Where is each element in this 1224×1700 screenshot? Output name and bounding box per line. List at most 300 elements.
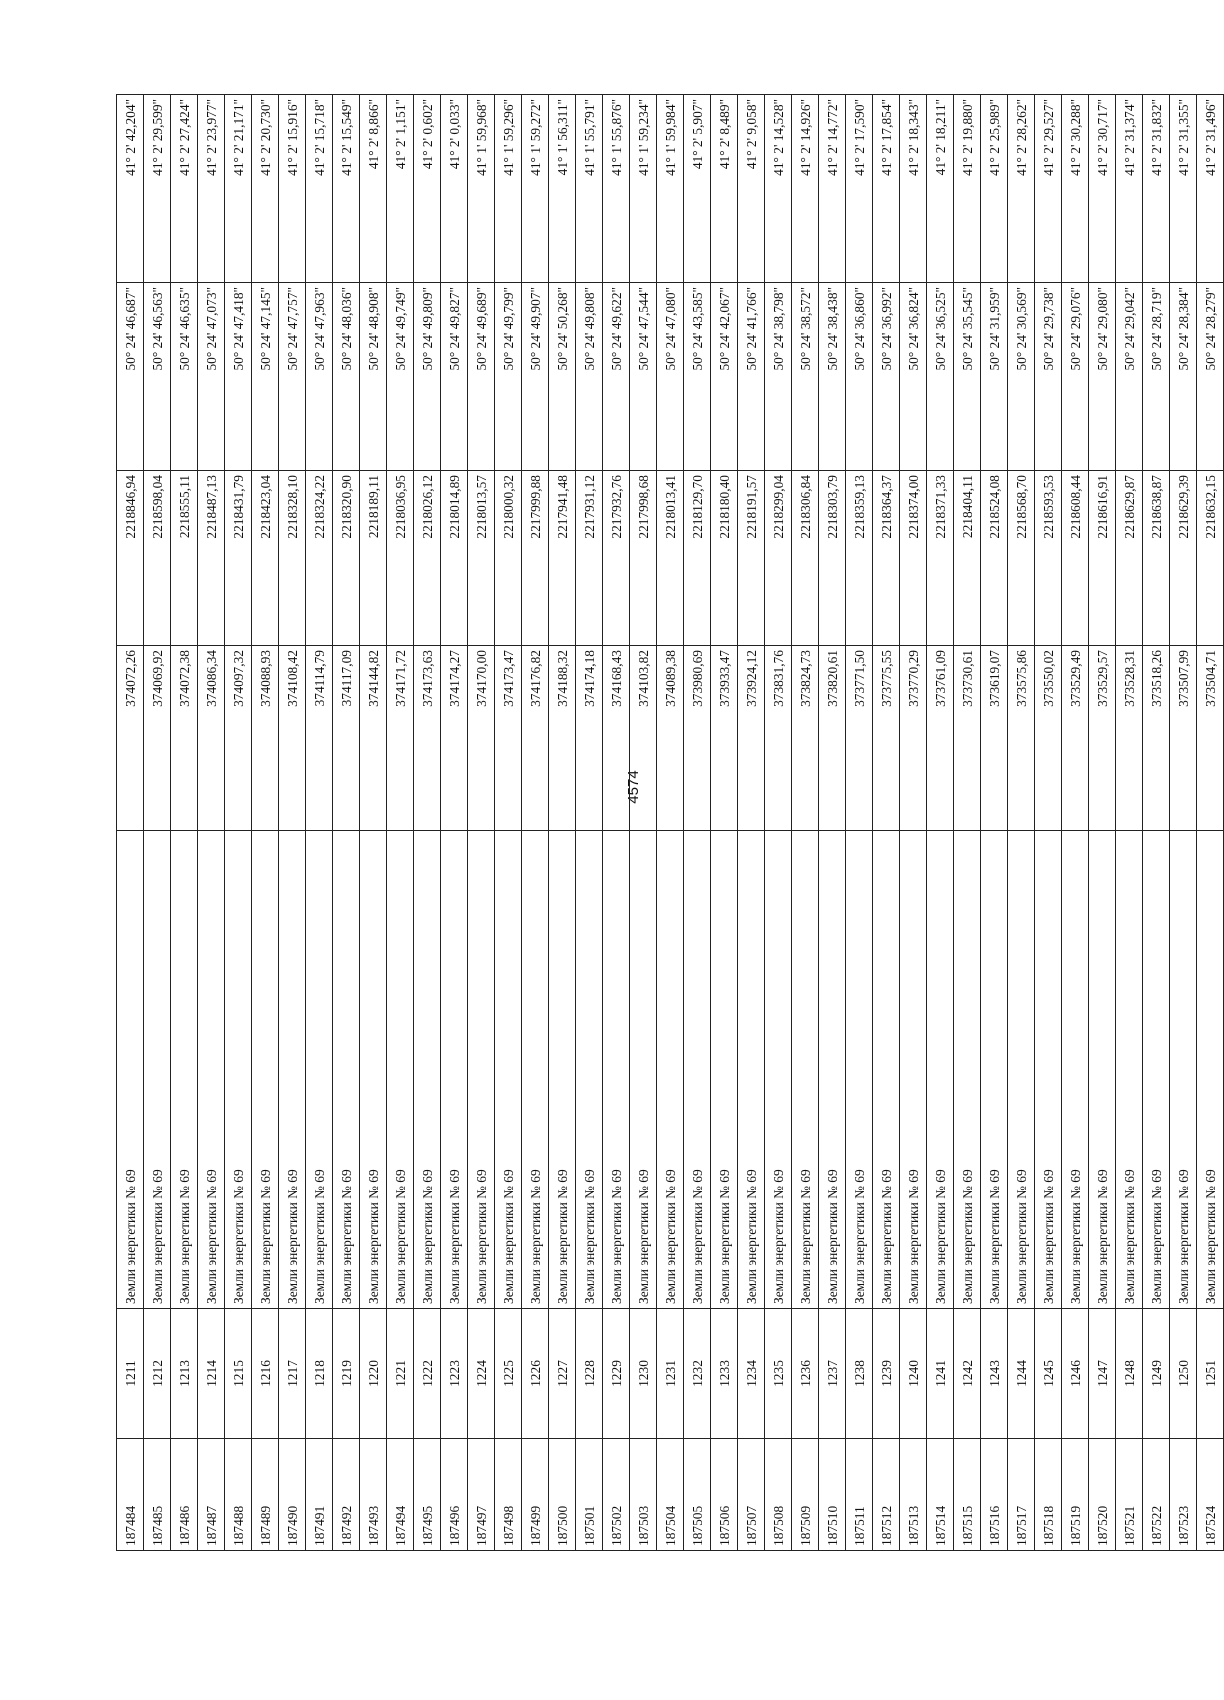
land-category-cell: Земли энергетики № 69 <box>927 831 954 1309</box>
point-number-cell: 1247 <box>1089 1309 1116 1439</box>
point-number-cell: 1249 <box>1143 1309 1170 1439</box>
point-number-cell: 1228 <box>576 1309 603 1439</box>
longitude-cell: 41° 2' 25,989" <box>981 95 1008 283</box>
coordinate-y-cell: 2218555,11 <box>171 471 198 646</box>
latitude-cell: 50° 24' 49,622" <box>603 283 630 471</box>
coordinate-y-cell: 2218404,11 <box>954 471 981 646</box>
point-id-cell: 187492 <box>333 1439 360 1551</box>
coordinate-x-cell: 374069,92 <box>144 646 171 831</box>
coordinate-y-cell: 2218431,79 <box>225 471 252 646</box>
coordinate-y-cell: 2217941,48 <box>549 471 576 646</box>
land-category-cell: Земли энергетики № 69 <box>279 831 306 1309</box>
longitude-cell: 41° 1' 59,234" <box>630 95 657 283</box>
latitude-cell: 50° 24' 28,384" <box>1170 283 1197 471</box>
longitude-cell: 41° 2' 17,590" <box>846 95 873 283</box>
land-category-cell: Земли энергетики № 69 <box>171 831 198 1309</box>
coordinate-x-cell: 373550,02 <box>1035 646 1062 831</box>
point-number-cell: 1230 <box>630 1309 657 1439</box>
coordinate-x-cell: 374173,47 <box>495 646 522 831</box>
land-category-cell: Земли энергетики № 69 <box>765 831 792 1309</box>
registry-table-rotated <box>116 95 1218 1551</box>
land-category-cell: Земли энергетики № 69 <box>873 831 900 1309</box>
coordinate-x-cell: 374108,42 <box>279 646 306 831</box>
longitude-cell: 41° 2' 0,033" <box>441 95 468 283</box>
latitude-cell: 50° 24' 49,809" <box>414 283 441 471</box>
latitude-cell: 50° 24' 47,418" <box>225 283 252 471</box>
latitude-cell: 50° 24' 47,963" <box>306 283 333 471</box>
table-row <box>684 95 711 1551</box>
point-id-cell: 187520 <box>1089 1439 1116 1551</box>
table-row <box>279 95 306 1551</box>
point-id-cell: 187488 <box>225 1439 252 1551</box>
coordinate-y-cell: 2218328,10 <box>279 471 306 646</box>
coordinate-x-cell: 374117,09 <box>333 646 360 831</box>
coordinate-x-cell: 373824,73 <box>792 646 819 831</box>
point-number-cell: 1217 <box>279 1309 306 1439</box>
registry-table-body <box>117 95 1224 1551</box>
table-row <box>144 95 171 1551</box>
coordinate-x-cell: 373730,61 <box>954 646 981 831</box>
point-id-cell: 187502 <box>603 1439 630 1551</box>
point-number-cell: 1233 <box>711 1309 738 1439</box>
land-category-cell: Земли энергетики № 69 <box>792 831 819 1309</box>
land-category-cell: Земли энергетики № 69 <box>711 831 738 1309</box>
longitude-cell: 41° 2' 31,496" <box>1197 95 1224 283</box>
coordinate-x-cell: 374089,38 <box>657 646 684 831</box>
longitude-cell: 41° 2' 9,058" <box>738 95 765 283</box>
point-number-cell: 1244 <box>1008 1309 1035 1439</box>
coordinate-x-cell: 373831,76 <box>765 646 792 831</box>
longitude-cell: 41° 2' 14,772" <box>819 95 846 283</box>
coordinate-x-cell: 374088,93 <box>252 646 279 831</box>
point-number-cell: 1234 <box>738 1309 765 1439</box>
table-row <box>576 95 603 1551</box>
latitude-cell: 50° 24' 38,572" <box>792 283 819 471</box>
coordinate-y-cell: 2218189,11 <box>360 471 387 646</box>
land-category-cell: Земли энергетики № 69 <box>630 831 657 1309</box>
land-category-cell: Земли энергетики № 69 <box>414 831 441 1309</box>
latitude-cell: 50° 24' 46,563" <box>144 283 171 471</box>
coordinate-y-cell: 2218593,53 <box>1035 471 1062 646</box>
table-row <box>1197 95 1224 1551</box>
latitude-cell: 50° 24' 47,757" <box>279 283 306 471</box>
point-id-cell: 187491 <box>306 1439 333 1551</box>
coordinate-x-cell: 374171,72 <box>387 646 414 831</box>
coordinate-y-cell: 2218303,79 <box>819 471 846 646</box>
table-row <box>765 95 792 1551</box>
latitude-cell: 50° 24' 41,766" <box>738 283 765 471</box>
table-row <box>360 95 387 1551</box>
point-number-cell: 1239 <box>873 1309 900 1439</box>
coordinate-x-cell: 374114,79 <box>306 646 333 831</box>
table-row <box>630 95 657 1551</box>
land-category-cell: Земли энергетики № 69 <box>1170 831 1197 1309</box>
latitude-cell: 50° 24' 29,080" <box>1089 283 1116 471</box>
coordinate-y-cell: 2218324,22 <box>306 471 333 646</box>
latitude-cell: 50° 24' 47,080" <box>657 283 684 471</box>
point-number-cell: 1215 <box>225 1309 252 1439</box>
point-number-cell: 1226 <box>522 1309 549 1439</box>
point-number-cell: 1211 <box>117 1309 144 1439</box>
point-id-cell: 187523 <box>1170 1439 1197 1551</box>
point-id-cell: 187510 <box>819 1439 846 1551</box>
coordinate-x-cell: 373775,55 <box>873 646 900 831</box>
coordinate-x-cell: 374176,82 <box>522 646 549 831</box>
coordinate-x-cell: 374170,00 <box>468 646 495 831</box>
longitude-cell: 41° 1' 59,968" <box>468 95 495 283</box>
coordinate-x-cell: 374072,26 <box>117 646 144 831</box>
table-row <box>1116 95 1143 1551</box>
coordinate-y-cell: 2218180,40 <box>711 471 738 646</box>
point-number-cell: 1225 <box>495 1309 522 1439</box>
table-row <box>1089 95 1116 1551</box>
longitude-cell: 41° 2' 42,204" <box>117 95 144 283</box>
coordinate-x-cell: 373770,29 <box>900 646 927 831</box>
table-row <box>657 95 684 1551</box>
coordinate-y-cell: 2218364,37 <box>873 471 900 646</box>
latitude-cell: 50° 24' 49,907" <box>522 283 549 471</box>
point-id-cell: 187496 <box>441 1439 468 1551</box>
latitude-cell: 50° 24' 36,860" <box>846 283 873 471</box>
table-row <box>900 95 927 1551</box>
point-id-cell: 187515 <box>954 1439 981 1551</box>
latitude-cell: 50° 24' 31,959" <box>981 283 1008 471</box>
longitude-cell: 41° 1' 59,984" <box>657 95 684 283</box>
point-number-cell: 1220 <box>360 1309 387 1439</box>
point-number-cell: 1251 <box>1197 1309 1224 1439</box>
longitude-cell: 41° 2' 14,528" <box>765 95 792 283</box>
land-category-cell: Земли энергетики № 69 <box>306 831 333 1309</box>
point-number-cell: 1235 <box>765 1309 792 1439</box>
coordinate-x-cell: 374173,63 <box>414 646 441 831</box>
point-id-cell: 187490 <box>279 1439 306 1551</box>
land-category-cell: Земли энергетики № 69 <box>657 831 684 1309</box>
registry-table <box>116 94 1224 1551</box>
table-row <box>846 95 873 1551</box>
coordinate-x-cell: 373761,09 <box>927 646 954 831</box>
point-id-cell: 187507 <box>738 1439 765 1551</box>
latitude-cell: 50° 24' 49,827" <box>441 283 468 471</box>
coordinate-y-cell: 2217999,88 <box>522 471 549 646</box>
land-category-cell: Земли энергетики № 69 <box>954 831 981 1309</box>
table-row <box>522 95 549 1551</box>
land-category-cell: Земли энергетики № 69 <box>387 831 414 1309</box>
coordinate-y-cell: 2217998,68 <box>630 471 657 646</box>
point-number-cell: 1242 <box>954 1309 981 1439</box>
latitude-cell: 50° 24' 36,824" <box>900 283 927 471</box>
latitude-cell: 50° 24' 29,042" <box>1116 283 1143 471</box>
land-category-cell: Земли энергетики № 69 <box>495 831 522 1309</box>
longitude-cell: 41° 2' 14,926" <box>792 95 819 283</box>
table-row <box>549 95 576 1551</box>
land-category-cell: Земли энергетики № 69 <box>603 831 630 1309</box>
latitude-cell: 50° 24' 47,073" <box>198 283 225 471</box>
coordinate-y-cell: 2217931,12 <box>576 471 603 646</box>
point-number-cell: 1219 <box>333 1309 360 1439</box>
table-row <box>1143 95 1170 1551</box>
point-id-cell: 187522 <box>1143 1439 1170 1551</box>
coordinate-x-cell: 373518,26 <box>1143 646 1170 831</box>
coordinate-y-cell: 2218374,00 <box>900 471 927 646</box>
land-category-cell: Земли энергетики № 69 <box>225 831 252 1309</box>
table-row <box>306 95 333 1551</box>
table-row <box>792 95 819 1551</box>
longitude-cell: 41° 2' 28,262" <box>1008 95 1035 283</box>
latitude-cell: 50° 24' 49,808" <box>576 283 603 471</box>
coordinate-x-cell: 374144,82 <box>360 646 387 831</box>
land-category-cell: Земли энергетики № 69 <box>1143 831 1170 1309</box>
point-id-cell: 187514 <box>927 1439 954 1551</box>
point-number-cell: 1214 <box>198 1309 225 1439</box>
point-id-cell: 187524 <box>1197 1439 1224 1551</box>
land-category-cell: Земли энергетики № 69 <box>1089 831 1116 1309</box>
table-row <box>252 95 279 1551</box>
land-category-cell: Земли энергетики № 69 <box>1062 831 1089 1309</box>
point-number-cell: 1212 <box>144 1309 171 1439</box>
coordinate-x-cell: 373575,86 <box>1008 646 1035 831</box>
coordinate-y-cell: 2218000,32 <box>495 471 522 646</box>
table-row <box>1035 95 1062 1551</box>
longitude-cell: 41° 2' 23,977" <box>198 95 225 283</box>
land-category-cell: Земли энергетики № 69 <box>522 831 549 1309</box>
point-id-cell: 187486 <box>171 1439 198 1551</box>
point-number-cell: 1248 <box>1116 1309 1143 1439</box>
point-id-cell: 187516 <box>981 1439 1008 1551</box>
table-row <box>927 95 954 1551</box>
longitude-cell: 41° 2' 30,717" <box>1089 95 1116 283</box>
point-id-cell: 187493 <box>360 1439 387 1551</box>
land-category-cell: Земли энергетики № 69 <box>117 831 144 1309</box>
coordinate-x-cell: 374188,32 <box>549 646 576 831</box>
point-id-cell: 187504 <box>657 1439 684 1551</box>
longitude-cell: 41° 1' 59,272" <box>522 95 549 283</box>
point-id-cell: 187503 <box>630 1439 657 1551</box>
point-number-cell: 1232 <box>684 1309 711 1439</box>
latitude-cell: 50° 24' 49,689" <box>468 283 495 471</box>
latitude-cell: 50° 24' 48,036" <box>333 283 360 471</box>
point-number-cell: 1245 <box>1035 1309 1062 1439</box>
coordinate-y-cell: 2218629,87 <box>1116 471 1143 646</box>
point-id-cell: 187518 <box>1035 1439 1062 1551</box>
coordinate-y-cell: 2218026,12 <box>414 471 441 646</box>
table-row <box>738 95 765 1551</box>
coordinate-y-cell: 2218371,33 <box>927 471 954 646</box>
longitude-cell: 41° 1' 59,296" <box>495 95 522 283</box>
land-category-cell: Земли энергетики № 69 <box>198 831 225 1309</box>
coordinate-x-cell: 374168,43 <box>603 646 630 831</box>
point-number-cell: 1240 <box>900 1309 927 1439</box>
point-id-cell: 187509 <box>792 1439 819 1551</box>
land-category-cell: Земли энергетики № 69 <box>819 831 846 1309</box>
latitude-cell: 50° 24' 38,798" <box>765 283 792 471</box>
land-category-cell: Земли энергетики № 69 <box>981 831 1008 1309</box>
table-row <box>819 95 846 1551</box>
land-category-cell: Земли энергетики № 69 <box>846 831 873 1309</box>
coordinate-y-cell: 2218191,57 <box>738 471 765 646</box>
latitude-cell: 50° 24' 30,569" <box>1008 283 1035 471</box>
coordinate-y-cell: 2218129,70 <box>684 471 711 646</box>
coordinate-y-cell: 2218616,91 <box>1089 471 1116 646</box>
latitude-cell: 50° 24' 36,525" <box>927 283 954 471</box>
coordinate-y-cell: 2218359,13 <box>846 471 873 646</box>
coordinate-y-cell: 2218598,04 <box>144 471 171 646</box>
latitude-cell: 50° 24' 42,067" <box>711 283 738 471</box>
coordinate-x-cell: 373933,47 <box>711 646 738 831</box>
longitude-cell: 41° 2' 27,424" <box>171 95 198 283</box>
point-number-cell: 1231 <box>657 1309 684 1439</box>
longitude-cell: 41° 2' 0,602" <box>414 95 441 283</box>
longitude-cell: 41° 2' 21,171" <box>225 95 252 283</box>
longitude-cell: 41° 2' 18,343" <box>900 95 927 283</box>
coordinate-y-cell: 2217932,76 <box>603 471 630 646</box>
coordinate-y-cell: 2218629,39 <box>1170 471 1197 646</box>
point-number-cell: 1224 <box>468 1309 495 1439</box>
longitude-cell: 41° 2' 15,549" <box>333 95 360 283</box>
coordinate-x-cell: 373529,57 <box>1089 646 1116 831</box>
coordinate-y-cell: 2218014,89 <box>441 471 468 646</box>
longitude-cell: 41° 2' 30,288" <box>1062 95 1089 283</box>
page-number: 4574 <box>624 770 642 804</box>
longitude-cell: 41° 2' 29,527" <box>1035 95 1062 283</box>
table-row <box>873 95 900 1551</box>
land-category-cell: Земли энергетики № 69 <box>549 831 576 1309</box>
latitude-cell: 50° 24' 38,438" <box>819 283 846 471</box>
point-id-cell: 187508 <box>765 1439 792 1551</box>
point-number-cell: 1243 <box>981 1309 1008 1439</box>
point-id-cell: 187511 <box>846 1439 873 1551</box>
table-row <box>954 95 981 1551</box>
longitude-cell: 41° 1' 55,791" <box>576 95 603 283</box>
point-number-cell: 1216 <box>252 1309 279 1439</box>
point-number-cell: 1237 <box>819 1309 846 1439</box>
point-number-cell: 1223 <box>441 1309 468 1439</box>
point-id-cell: 187519 <box>1062 1439 1089 1551</box>
table-row <box>1170 95 1197 1551</box>
point-number-cell: 1218 <box>306 1309 333 1439</box>
latitude-cell: 50° 24' 46,687" <box>117 283 144 471</box>
latitude-cell: 50° 24' 49,749" <box>387 283 414 471</box>
land-category-cell: Земли энергетики № 69 <box>1035 831 1062 1309</box>
point-id-cell: 187512 <box>873 1439 900 1551</box>
table-row <box>468 95 495 1551</box>
coordinate-x-cell: 373924,12 <box>738 646 765 831</box>
latitude-cell: 50° 24' 48,908" <box>360 283 387 471</box>
land-category-cell: Земли энергетики № 69 <box>360 831 387 1309</box>
point-number-cell: 1250 <box>1170 1309 1197 1439</box>
coordinate-y-cell: 2218568,70 <box>1008 471 1035 646</box>
longitude-cell: 41° 2' 20,730" <box>252 95 279 283</box>
longitude-cell: 41° 2' 15,718" <box>306 95 333 283</box>
latitude-cell: 50° 24' 35,545" <box>954 283 981 471</box>
coordinate-y-cell: 2218320,90 <box>333 471 360 646</box>
point-id-cell: 187498 <box>495 1439 522 1551</box>
coordinate-x-cell: 374097,32 <box>225 646 252 831</box>
point-id-cell: 187506 <box>711 1439 738 1551</box>
point-id-cell: 187485 <box>144 1439 171 1551</box>
land-category-cell: Земли энергетики № 69 <box>576 831 603 1309</box>
land-category-cell: Земли энергетики № 69 <box>468 831 495 1309</box>
point-id-cell: 187500 <box>549 1439 576 1551</box>
latitude-cell: 50° 24' 36,992" <box>873 283 900 471</box>
longitude-cell: 41° 2' 5,907" <box>684 95 711 283</box>
latitude-cell: 50° 24' 47,145" <box>252 283 279 471</box>
coordinate-x-cell: 373529,49 <box>1062 646 1089 831</box>
longitude-cell: 41° 2' 8,866" <box>360 95 387 283</box>
longitude-cell: 41° 2' 17,854" <box>873 95 900 283</box>
point-number-cell: 1241 <box>927 1309 954 1439</box>
land-category-cell: Земли энергетики № 69 <box>1197 831 1224 1309</box>
coordinate-y-cell: 2218487,13 <box>198 471 225 646</box>
coordinate-y-cell: 2218036,95 <box>387 471 414 646</box>
longitude-cell: 41° 2' 1,151" <box>387 95 414 283</box>
coordinate-x-cell: 373771,50 <box>846 646 873 831</box>
latitude-cell: 50° 24' 43,585" <box>684 283 711 471</box>
longitude-cell: 41° 2' 8,489" <box>711 95 738 283</box>
coordinate-y-cell: 2218846,94 <box>117 471 144 646</box>
point-id-cell: 187494 <box>387 1439 414 1551</box>
latitude-cell: 50° 24' 29,738" <box>1035 283 1062 471</box>
table-row <box>171 95 198 1551</box>
table-row <box>981 95 1008 1551</box>
coordinate-x-cell: 373504,71 <box>1197 646 1224 831</box>
latitude-cell: 50° 24' 50,268" <box>549 283 576 471</box>
point-id-cell: 187499 <box>522 1439 549 1551</box>
coordinate-x-cell: 373820,61 <box>819 646 846 831</box>
point-id-cell: 187517 <box>1008 1439 1035 1551</box>
point-id-cell: 187497 <box>468 1439 495 1551</box>
point-id-cell: 187489 <box>252 1439 279 1551</box>
coordinate-x-cell: 374072,38 <box>171 646 198 831</box>
coordinate-y-cell: 2218013,57 <box>468 471 495 646</box>
longitude-cell: 41° 2' 19,880" <box>954 95 981 283</box>
longitude-cell: 41° 2' 15,916" <box>279 95 306 283</box>
latitude-cell: 50° 24' 28,719" <box>1143 283 1170 471</box>
point-number-cell: 1246 <box>1062 1309 1089 1439</box>
point-number-cell: 1229 <box>603 1309 630 1439</box>
coordinate-y-cell: 2218638,87 <box>1143 471 1170 646</box>
latitude-cell: 50° 24' 28,279" <box>1197 283 1224 471</box>
point-number-cell: 1236 <box>792 1309 819 1439</box>
longitude-cell: 41° 1' 55,876" <box>603 95 630 283</box>
table-row <box>387 95 414 1551</box>
longitude-cell: 41° 2' 31,832" <box>1143 95 1170 283</box>
table-row <box>225 95 252 1551</box>
coordinate-y-cell: 2218306,84 <box>792 471 819 646</box>
coordinate-y-cell: 2218524,08 <box>981 471 1008 646</box>
longitude-cell: 41° 2' 18,211" <box>927 95 954 283</box>
point-number-cell: 1238 <box>846 1309 873 1439</box>
longitude-cell: 41° 2' 31,374" <box>1116 95 1143 283</box>
table-row <box>333 95 360 1551</box>
land-category-cell: Земли энергетики № 69 <box>900 831 927 1309</box>
coordinate-x-cell: 374086,34 <box>198 646 225 831</box>
land-category-cell: Земли энергетики № 69 <box>144 831 171 1309</box>
land-category-cell: Земли энергетики № 69 <box>684 831 711 1309</box>
table-row <box>603 95 630 1551</box>
table-row <box>414 95 441 1551</box>
point-number-cell: 1221 <box>387 1309 414 1439</box>
table-row <box>1008 95 1035 1551</box>
land-category-cell: Земли энергетики № 69 <box>1116 831 1143 1309</box>
coordinate-x-cell: 373507,99 <box>1170 646 1197 831</box>
point-id-cell: 187521 <box>1116 1439 1143 1551</box>
longitude-cell: 41° 1' 56,311" <box>549 95 576 283</box>
longitude-cell: 41° 2' 31,355" <box>1170 95 1197 283</box>
point-id-cell: 187495 <box>414 1439 441 1551</box>
table-row <box>711 95 738 1551</box>
coordinate-y-cell: 2218299,04 <box>765 471 792 646</box>
table-row <box>495 95 522 1551</box>
